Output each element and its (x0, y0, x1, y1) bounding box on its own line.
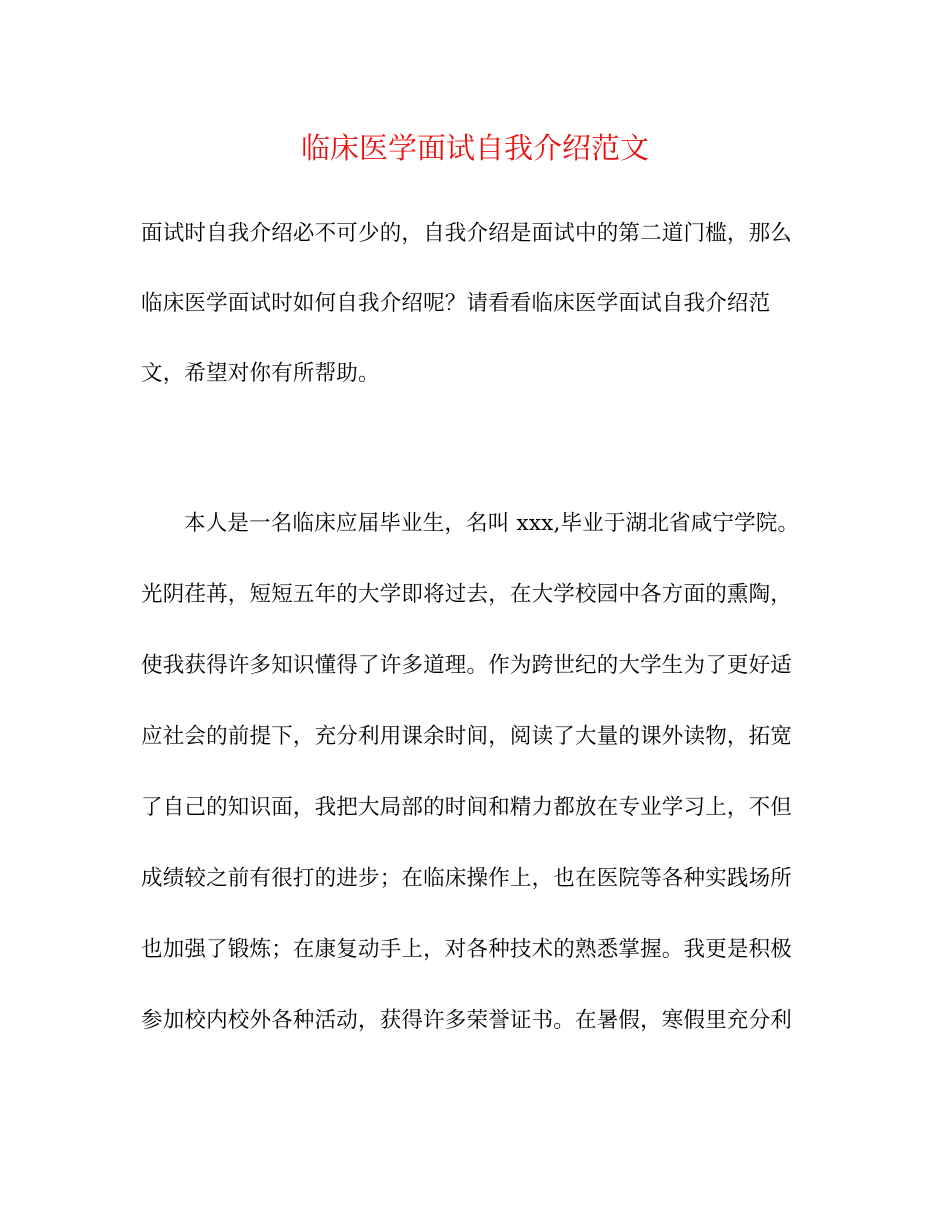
body-line: 应社会的前提下，充分利用课余时间，阅读了大量的课外读物，拓宽 (141, 724, 793, 749)
body-line: 光阴荏苒，短短五年的大学即将过去，在大学校园中各方面的熏陶， (141, 582, 793, 607)
page-title: 临床医学面试自我介绍范文 (300, 131, 649, 165)
body-line: 参加校内校外各种活动，获得许多荣誉证书。在暑假，寒假里充分利 (141, 1008, 793, 1033)
body-line: 本人是一名临床应届毕业生，名叫 xxx,毕业于湖北省咸宁学院。 (184, 511, 800, 536)
body-line: 也加强了锻炼；在康复动手上，对各种技术的熟悉掌握。我更是积极 (141, 937, 793, 962)
body-line: 使我获得许多知识懂得了许多道理。作为跨世纪的大学生为了更好适 (141, 653, 793, 678)
intro-line: 面试时自我介绍必不可少的，自我介绍是面试中的第二道门槛，那么 (141, 221, 793, 246)
body-line: 成绩较之前有很打的进步；在临床操作上，也在医院等各种实践场所 (141, 866, 793, 891)
intro-line: 文，希望对你有所帮助。 (141, 361, 380, 386)
body-line: 了自己的知识面，我把大局部的时间和精力都放在专业学习上，不但 (141, 795, 793, 820)
intro-line: 临床医学面试时如何自我介绍呢？请看看临床医学面试自我介绍范 (141, 291, 771, 316)
